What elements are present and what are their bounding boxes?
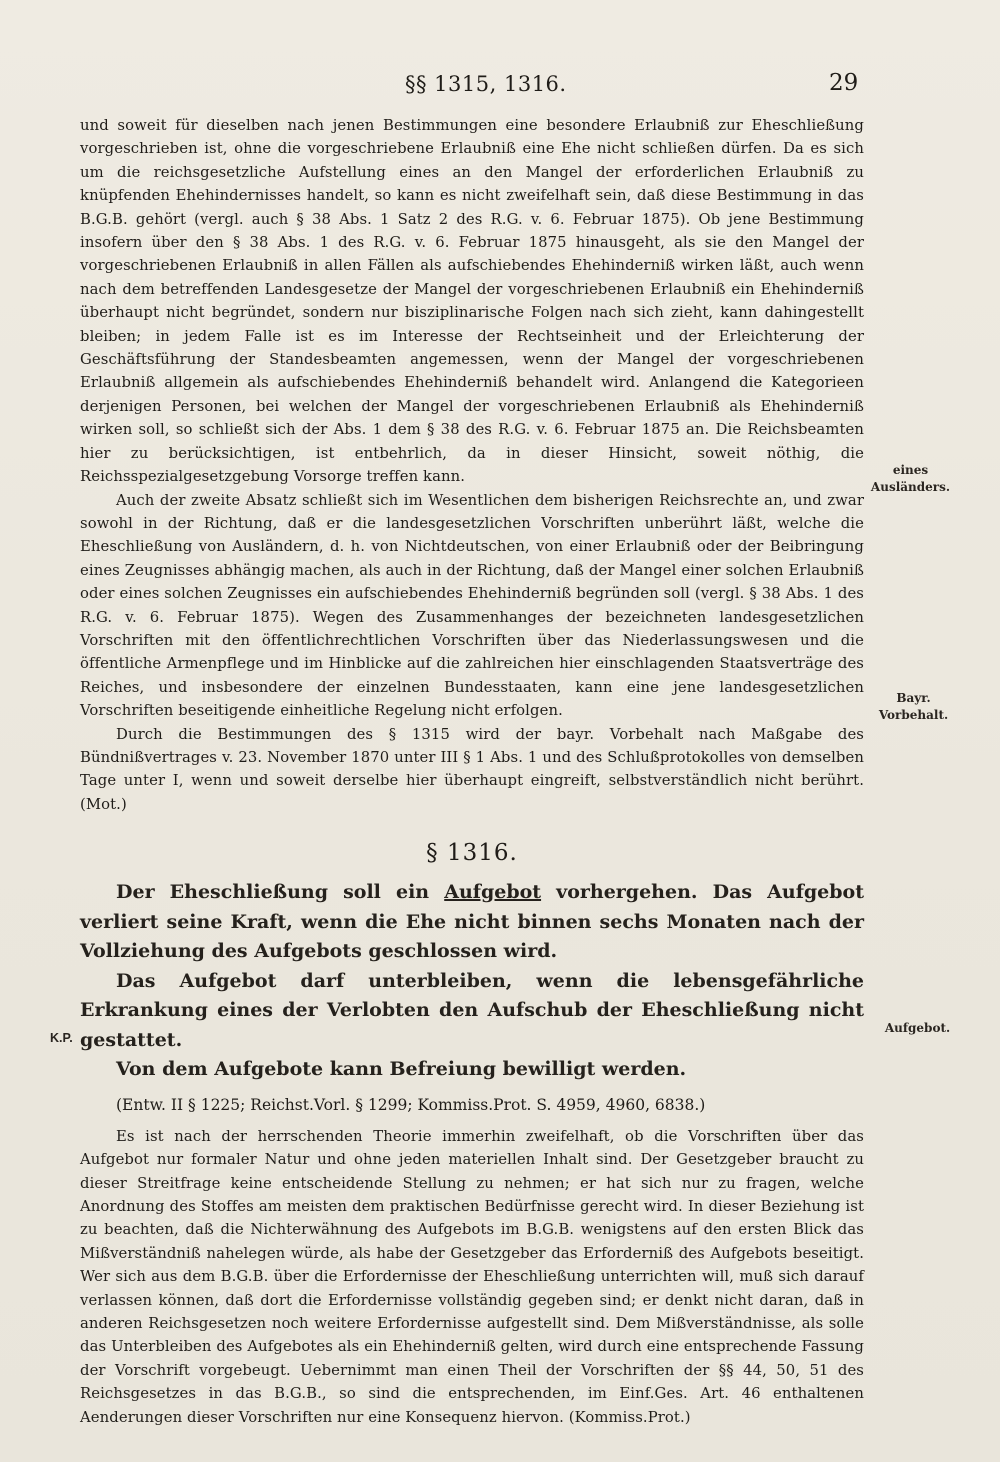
paragraph-aufgebot-commentary: Es ist nach der herrschenden Theorie immerhin zweifelhaft, ob die Vorschriften über das Aufgebot nur formaler Natur und ohne jeden materiellen Inhalt sind. Der Gesetzgeber braucht zu dieser Streitfrage keine entscheidende Stellung zu nehmen; er hat sich nur zu fragen, welche Anordnung des Stoffes am meisten dem praktischen Bedürfnisse gerecht wird. In dieser Beziehung ist zu beachten, daß die Nichterwähnung des Aufgebots im B.G.B. wenigstens auf den ersten Blick das Mißverständniß nahelegen würde, als habe der Gesetzgeber das Erforderniß des Aufgebots beseitigt. Wer sich aus dem B.G.B. über die Erfordernisse der Eheschließung unterrichten will, muß sich darauf verlassen können, daß dort die Erfordernisse vollständig gegeben sind; er denkt nicht daran, daß in anderen Reichsgesetzen noch weitere Erfordernisse aufgestellt sind. Dem Mißverständnisse, als solle das Unterbleiben des Aufgebotes als ein Ehehinderniß gelten, wird durch eine entsprechende Fassung der Vorschrift vorgebeugt. Uebernimmt man einen Theil der Vorschriften der §§ 44, 50, 51 des Reichsgesetzes in das B.G.B., so sind die entsprechenden, im Einf.Ges. Art. 46 enthaltenen Aenderungen dieser Vorschriften nur eine Konsequenz hiervon. (Kommiss.Prot.) <box>80 1127 864 1426</box>
margin-note-aufgebot <box>870 1020 965 1037</box>
statute-paragraph-3: Von dem Aufgebote kann Befreiung bewilligt werden. <box>116 1058 687 1081</box>
margin-note-auslaender <box>863 462 958 496</box>
body-column <box>80 114 864 1429</box>
margin-note-line: eines <box>892 463 929 477</box>
paragraph-erlaubniss: und soweit für dieselben nach jenen Bestimmungen eine besondere Erlaubniß zur Eheschließung vorgeschrieben ist, ohne die vorgeschriebene Erlaubniß eine Ehe nicht schließen dürfen. Da es sich um die reichsgesetzliche Aufstellung eines an den Mangel der erforderlichen Erlaubniß zu knüpfenden Ehehindernisses handelt, so kann es nicht zweifelhaft sein, daß diese Bestimmung in das B.G.B. gehört (vergl. auch § 38 Abs. 1 Satz 2 des R.G. v. 6. Februar 1875). Ob jene Bestimmung insofern über den § 38 Abs. 1 des R.G. v. 6. Februar 1875 hinausgeht, als sie den Mangel der vorgeschriebenen Erlaubniß in allen Fällen als aufschiebendes Ehehinderniß wirken läßt, auch wenn nach dem betreffenden Landesgesetze der Mangel der vorgeschriebenen Erlaubniß ein Ehehinderniß überhaupt nicht begründet, sondern nur bisziplinarische Folgen nach sich zieht, kann dahingestellt bleiben; in jedem Falle ist es im Interesse der Rechtseinheit und der Erleichterung der Geschäftsführung der Standesbeamten angemessen, wenn der Mangel der vorgeschriebenen Erlaubniß allgemein als aufschiebendes Ehehinderniß behandelt wird. Anlangend die Kategorieen derjenigen Personen, bei welchen der Mangel der vorgeschriebenen Erlaubniß als Ehehinderniß wirken soll, so schließt sich der Abs. 1 dem § 38 des R.G. v. 6. Februar 1875 an. Die Reichsbeamten hier zu berücksichtigen, ist entbehrlich, da in dieser Hinsicht, soweit nöthig, die Reichsspezialgesetzgebung Vorsorge treffen kann. <box>80 117 864 486</box>
statute-text-after: vorhergehen. Das Aufgebot verliert seine Kraft, wenn die Ehe nicht binnen sechs Monaten nach der Vollziehung des Aufgebots geschlossen wird. <box>80 881 865 963</box>
statute-text-before: Der Eheschließung soll ein <box>116 881 445 904</box>
paragraph-auslaender: Auch der zweite Absatz schließt sich im Wesentlichen dem bisherigen Reichsrechte an, und zwar sowohl in der Richtung, daß er die landesgesetzlichen Vorschriften unberührt läßt, welche die Eheschließung von Ausländern, d. h. von Nichtdeutschen, von einer Erlaubniß oder der Beibringung eines Zeugnisses abhängig machen, als auch in der Richtung, daß der Mangel einer solchen Erlaubniß oder eines solchen Zeugnisses ein aufschiebendes Ehehinderniß begründen soll (vergl. § 38 Abs. 1 des R.G. v. 6. Februar 1875). Wegen des Zusammenhanges der bezeichneten landesgesetzlichen Vorschriften mit den öffentlichrechtlichen Vorschriften über das Niederlassungswesen und die öffentliche Armenpflege und im Hinblicke auf die zahlreichen hier einschlagenden Staatsverträge des Reiches, und insbesondere der einzelnen Bundesstaaten, kann eine jene landesgesetzlichen Vorschriften beseitigende einheitliche Regelung nicht erfolgen. <box>80 491 864 720</box>
margin-note-line: Bayr. <box>896 691 931 705</box>
margin-note-line: Vorbehalt. <box>878 708 949 722</box>
page-number: 29 <box>829 70 859 96</box>
margin-note-bayr <box>866 690 961 724</box>
margin-note-line: Aufgebot. <box>884 1021 951 1035</box>
running-head: §§ 1315, 1316. <box>405 72 567 96</box>
left-margin-note-kp: K.P. <box>50 1031 73 1045</box>
paragraph-bayr-vorbehalt: Durch die Bestimmungen des § 1315 wird der bayr. Vorbehalt nach Maßgabe des Bündnißvertrages v. 23. November 1870 unter III § 1 Abs. 1 und des Schlußprotokolles von demselben Tage unter I, wenn und soweit derselbe hier überhaupt eingreift, selbstverständlich nicht berührt. (Mot.) <box>80 725 864 813</box>
section-heading: § 1316. <box>426 840 518 867</box>
statute-paragraph-2: Das Aufgebot darf unterbleiben, wenn die lebensgefährliche Erkrankung eines der Verlobten den Aufschub der Eheschließung nicht gestattet. <box>80 969 864 1051</box>
margin-note-line: Ausländers. <box>870 480 951 494</box>
citation: (Entw. II § 1225; Reichst.Vorl. § 1299; Kommiss.Prot. S. 4959, 4960, 6838.) <box>116 1095 706 1114</box>
page-header <box>0 70 1000 102</box>
statute-paragraph-1 <box>80 878 864 967</box>
statute-underlined-word: Aufgebot <box>444 881 542 904</box>
